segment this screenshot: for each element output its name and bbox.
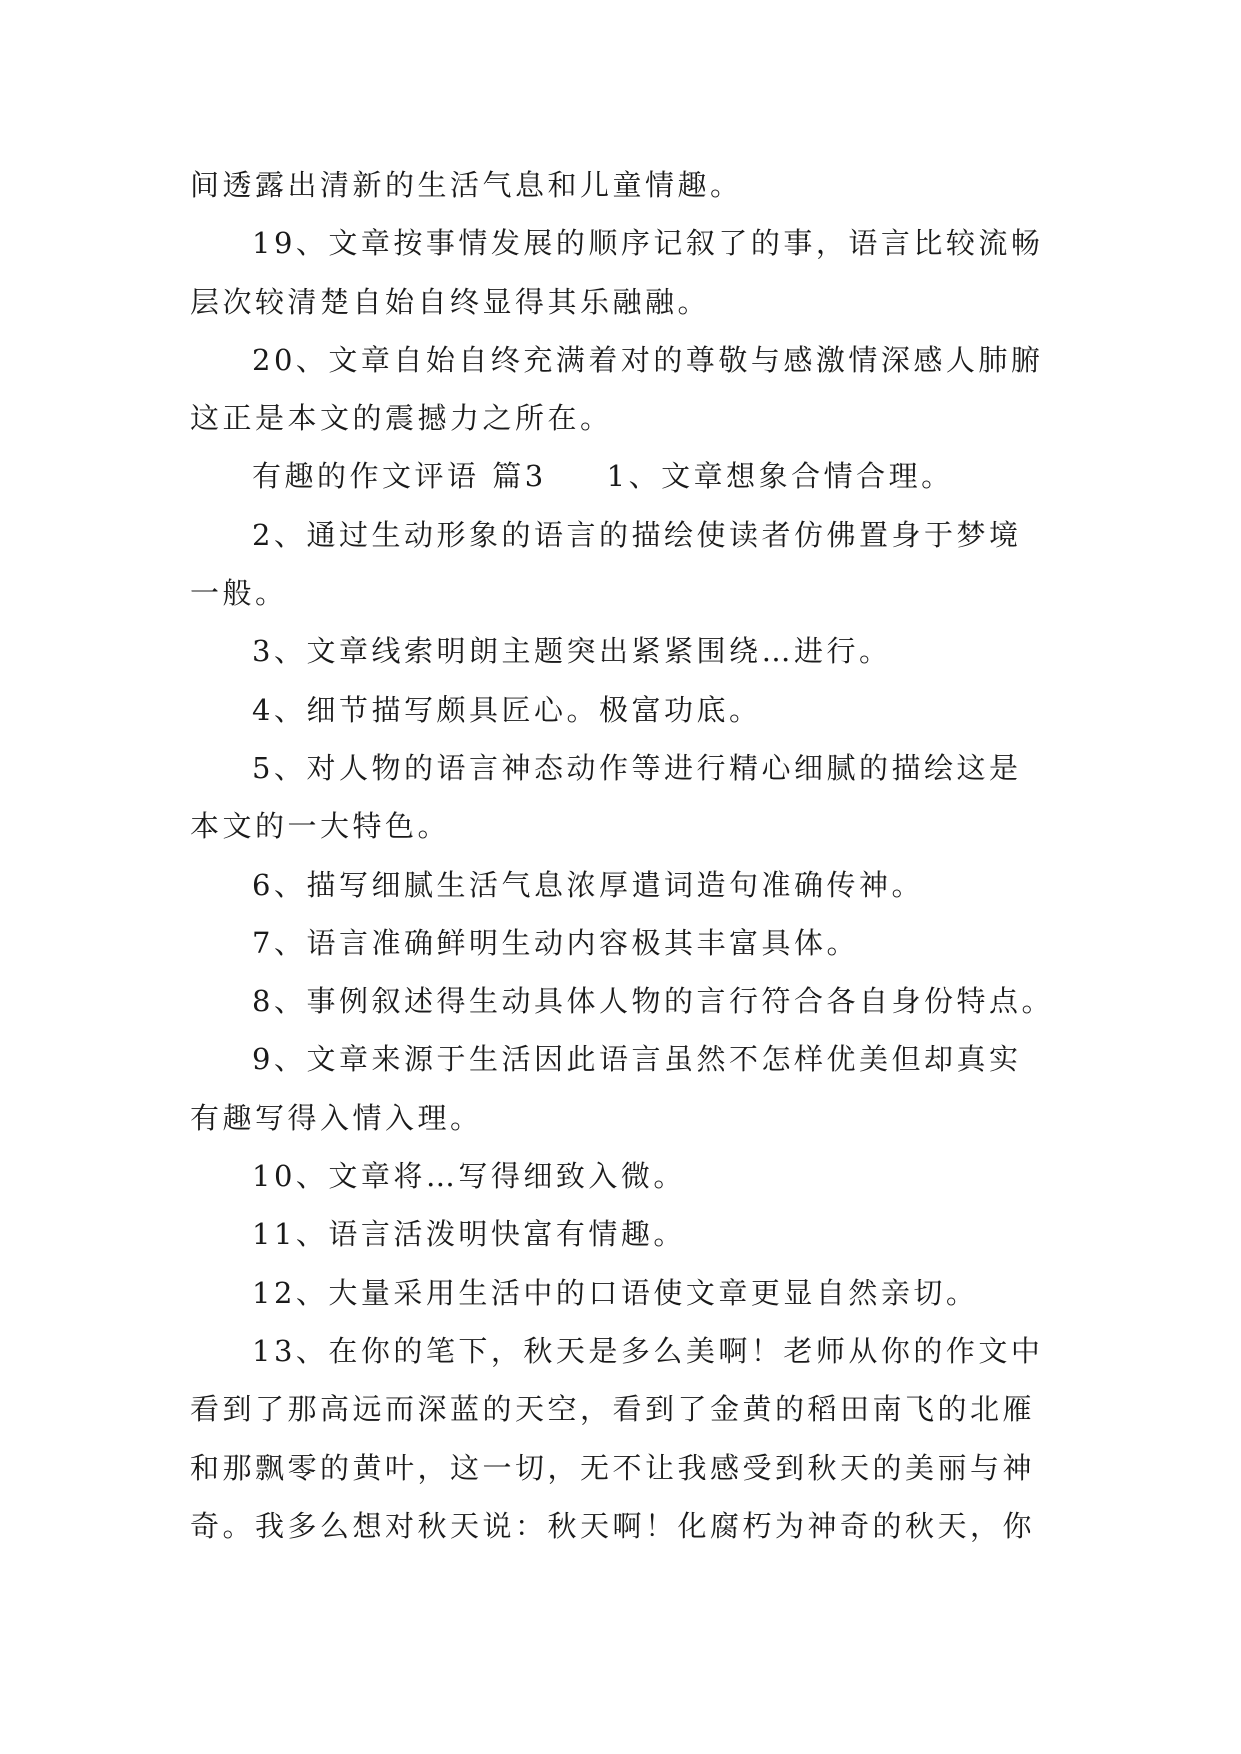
text-line: 7、语言准确鲜明生动内容极其丰富具体。 [252, 925, 859, 960]
text-line: 5、对人物的语言神态动作等进行精心细腻的描绘这是 [252, 750, 1022, 785]
text-line: 11、语言活泼明快富有情趣。 [252, 1217, 686, 1252]
text-line: 12、大量采用生活中的口语使文章更显自然亲切。 [252, 1275, 979, 1310]
text-line: 13、在你的笔下，秋天是多么美啊！老师从你的作文中 [252, 1333, 1044, 1368]
text-line: 19、文章按事情发展的顺序记叙了的事，语言比较流畅 [252, 226, 1044, 261]
text-line: 4、细节描写颇具匠心。极富功底。 [252, 692, 762, 727]
text-line: 一般。 [190, 576, 288, 611]
text-line: 奇。我多么想对秋天说：秋天啊！化腐朽为神奇的秋天，你 [190, 1508, 1036, 1543]
text-line: 层次较清楚自始自终显得其乐融融。 [190, 284, 711, 319]
text-line: 有趣写得入情入理。 [190, 1100, 483, 1135]
text-line: 20、文章自始自终充满着对的尊敬与感激情深感人肺腑 [252, 342, 1044, 377]
text-line: 2、通过生动形象的语言的描绘使读者仿佛置身于梦境 [252, 517, 1022, 552]
text-line: 间透露出清新的生活气息和儿童情趣。 [190, 168, 743, 202]
section-first-item: 1、文章想象合情合理。 [606, 459, 954, 494]
text-line: 9、文章来源于生活因此语言虽然不怎样优美但却真实 [252, 1042, 1022, 1077]
text-line: 3、文章线索明朗主题突出紧紧围绕…进行。 [252, 634, 892, 669]
section-heading-line [190, 447, 1070, 505]
text-line: 6、描写细腻生活气息浓厚遣词造句准确传神。 [252, 867, 924, 902]
text-line: 本文的一大特色。 [190, 809, 451, 844]
document-body [190, 156, 1070, 1555]
text-line: 看到了那高远而深蓝的天空，看到了金黄的稻田南飞的北雁 [190, 1392, 1036, 1427]
text-line: 和那飘零的黄叶，这一切，无不让我感受到秋天的美丽与神 [190, 1450, 1036, 1485]
section-heading: 有趣的作文评语 篇3 [252, 459, 547, 494]
text-line: 8、事例叙述得生动具体人物的言行符合各自身份特点。 [252, 984, 1054, 1019]
text-line: 10、文章将…写得细致入微。 [252, 1159, 686, 1194]
text-line: 这正是本文的震撼力之所在。 [190, 401, 613, 436]
